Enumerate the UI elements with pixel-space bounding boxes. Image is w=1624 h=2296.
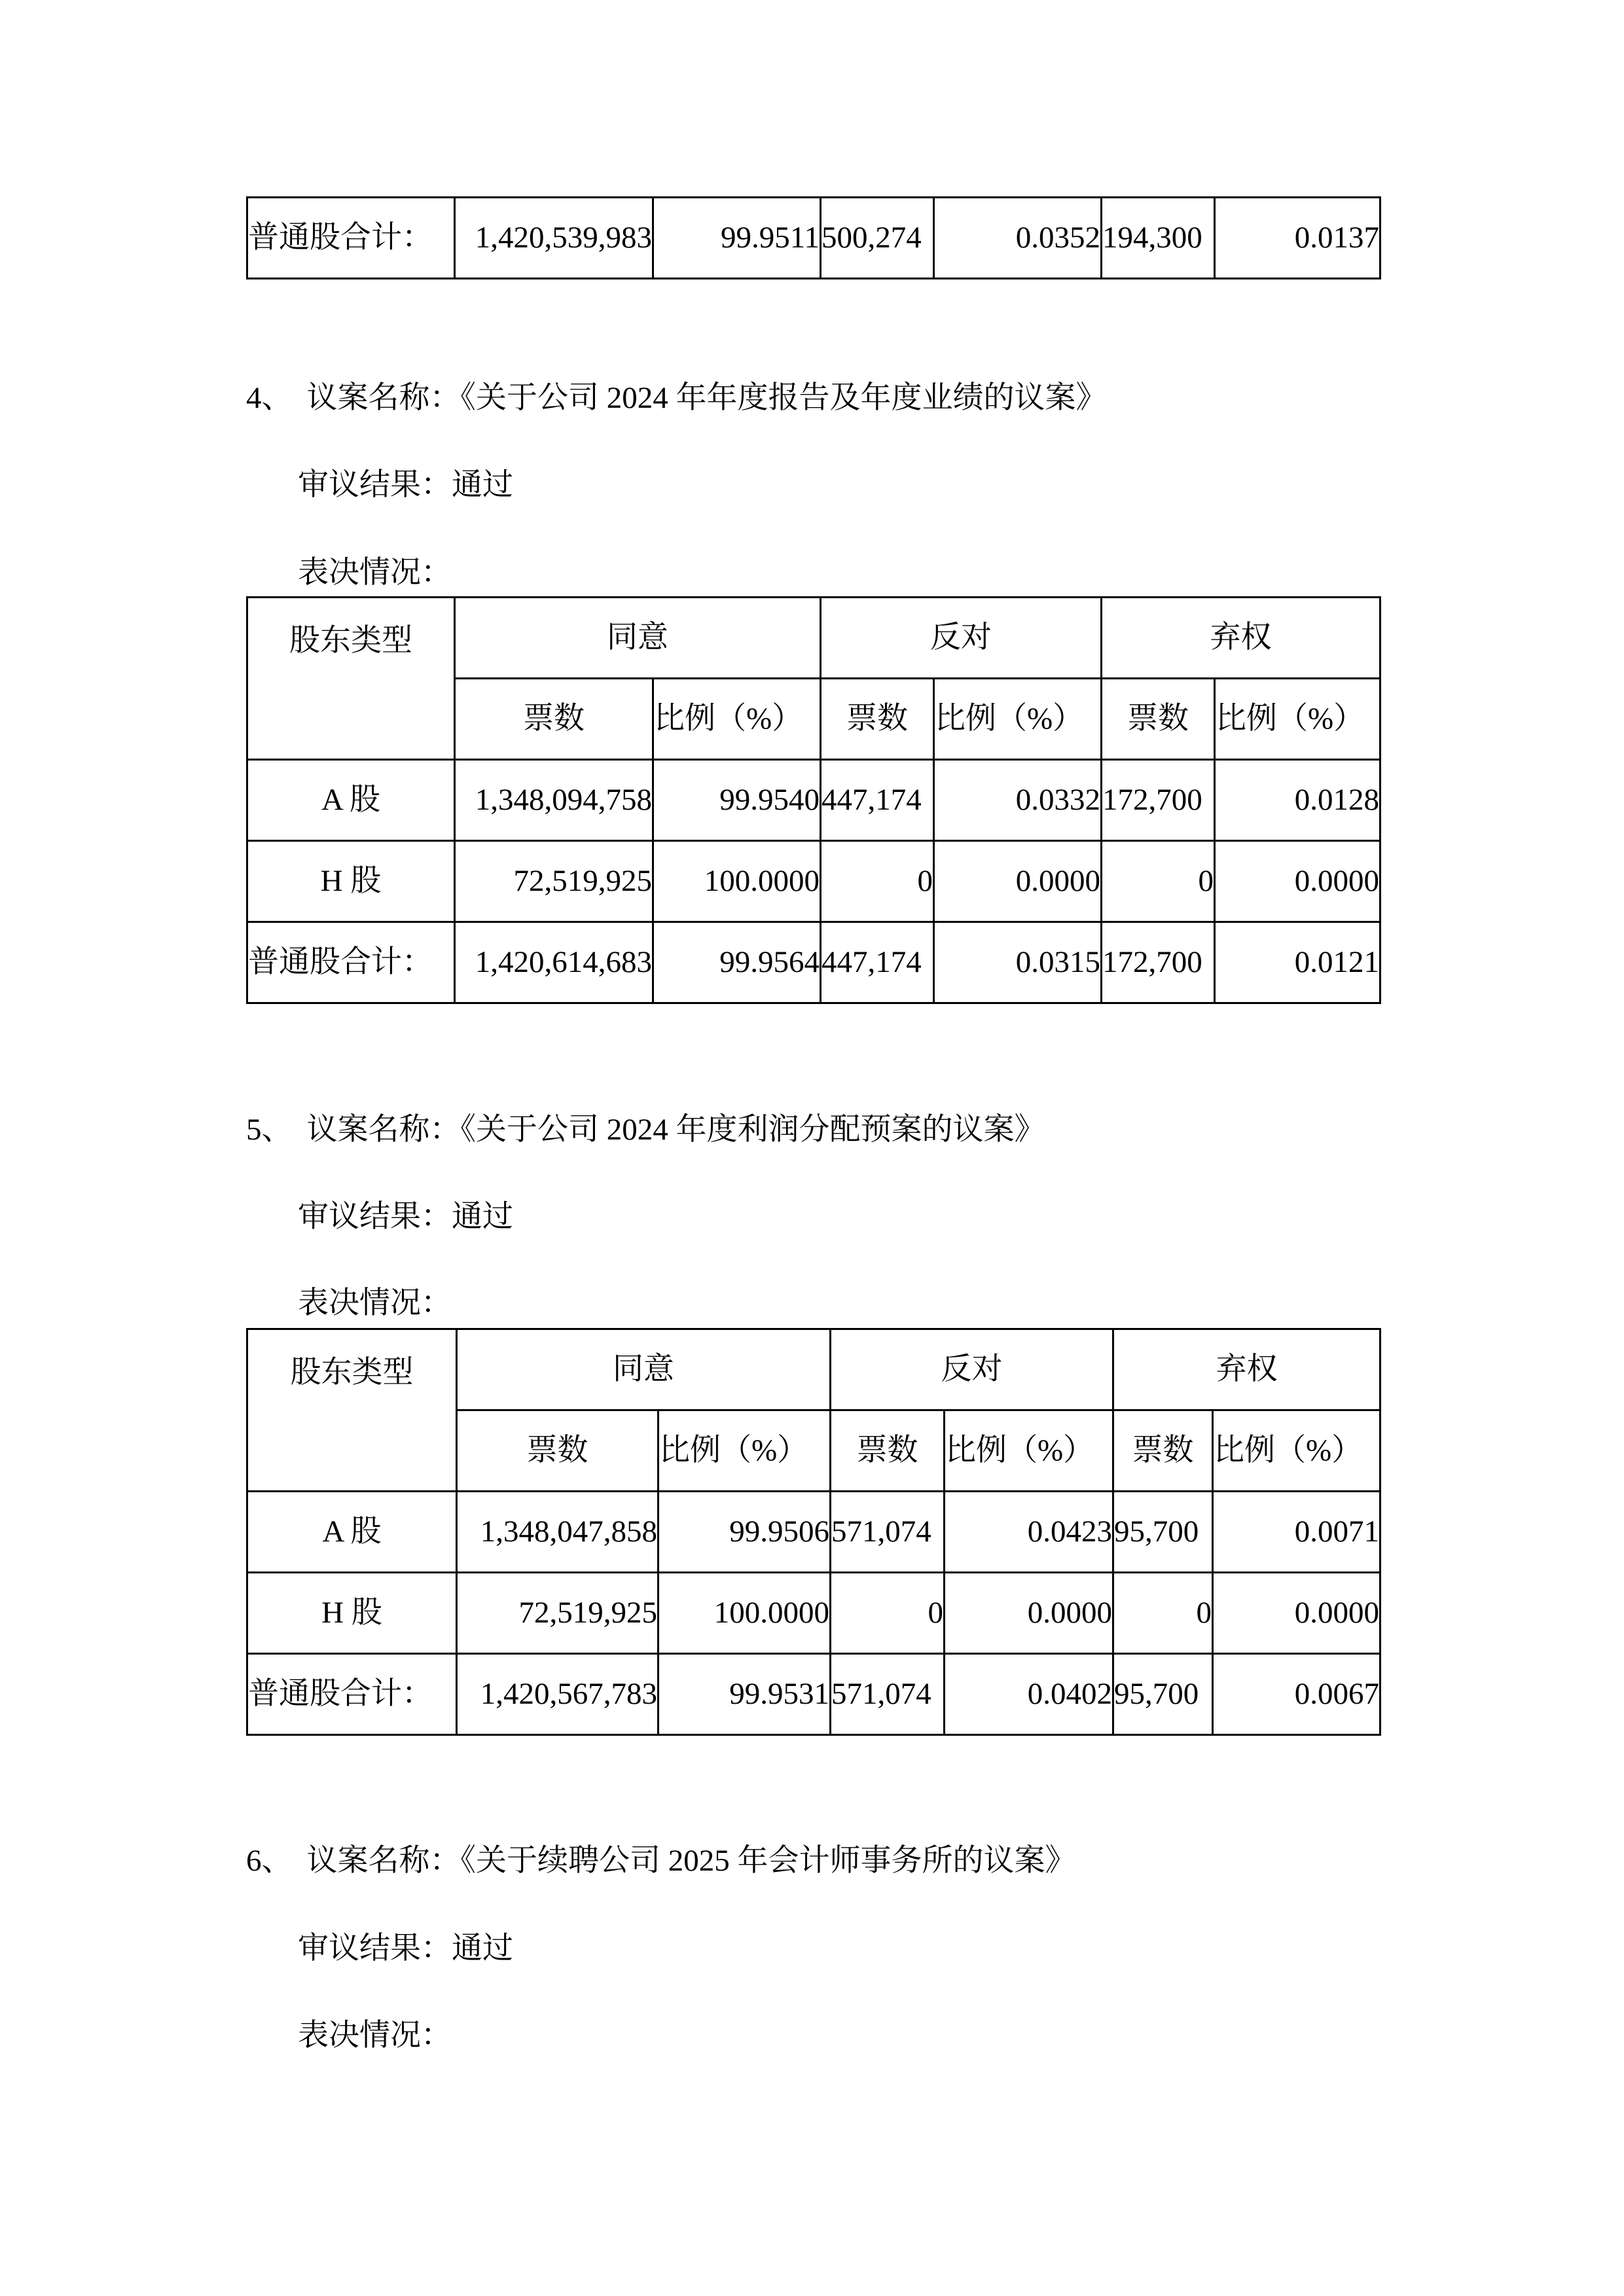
proposal-name: 议案名称：《关于续聘公司 2025 年会计师事务所的议案》 (306, 1844, 1076, 1878)
agree-votes-cell: 72,519,925 (457, 1573, 659, 1654)
header-agree-votes: 票数 (455, 679, 653, 760)
header-against: 反对 (821, 598, 1102, 679)
header-against: 反对 (831, 1329, 1113, 1410)
abstain-pct-cell: 0.0128 (1215, 760, 1380, 841)
proposal-number: 6、 (246, 1844, 293, 1878)
proposal-number: 4、 (246, 381, 293, 415)
agree-votes-cell: 1,420,614,683 (455, 922, 653, 1003)
header-against-votes: 票数 (821, 679, 934, 760)
header-agree-ratio: 比例（%） (653, 679, 821, 760)
abstain-pct-cell: 0.0067 (1213, 1654, 1380, 1735)
against-votes-cell: 447,174 (821, 760, 934, 841)
vote-table-continued (246, 196, 1381, 279)
abstain-pct-cell: 0.0000 (1213, 1573, 1380, 1654)
agree-pct-cell: 99.9564 (653, 922, 821, 1003)
abstain-votes-cell: 172,700 (1102, 922, 1215, 1003)
against-pct-cell: 0.0423 (945, 1492, 1113, 1573)
abstain-votes-cell: 95,700 (1113, 1492, 1213, 1573)
abstain-votes-cell: 0 (1113, 1573, 1213, 1654)
header-against-votes: 票数 (831, 1410, 945, 1492)
abstain-votes-cell: 172,700 (1102, 760, 1215, 841)
header-agree: 同意 (457, 1329, 831, 1410)
against-pct-cell: 0.0315 (934, 922, 1102, 1003)
agree-votes-cell: 1,420,567,783 (457, 1654, 659, 1735)
proposal-5-title (246, 1115, 1045, 1145)
agree-pct-cell: 99.9511 (653, 198, 821, 279)
proposal-6-title (246, 1846, 1076, 1876)
agree-pct-cell: 99.9506 (659, 1492, 831, 1573)
header-abstain-ratio: 比例（%） (1215, 679, 1380, 760)
proposal-4-voting-label: 表决情况： (298, 556, 452, 590)
abstain-votes-cell: 95,700 (1113, 1654, 1213, 1735)
table-row (247, 1573, 1380, 1654)
header-agree: 同意 (455, 598, 821, 679)
abstain-pct-cell: 0.0000 (1215, 841, 1380, 922)
abstain-pct-cell: 0.0121 (1215, 922, 1380, 1003)
agree-pct-cell: 100.0000 (653, 841, 821, 922)
table-row-total (247, 1654, 1380, 1735)
header-abstain-votes: 票数 (1113, 1410, 1213, 1492)
header-against-ratio: 比例（%） (945, 1410, 1113, 1492)
row-type-cell: H 股 (247, 841, 455, 922)
against-pct-cell: 0.0000 (945, 1573, 1113, 1654)
table-row-total (247, 922, 1380, 1003)
header-shareholder-type: 股东类型 (247, 598, 455, 760)
against-votes-cell: 0 (821, 841, 934, 922)
agree-votes-cell: 1,420,539,983 (455, 198, 653, 279)
agree-pct-cell: 99.9540 (653, 760, 821, 841)
against-pct-cell: 0.0352 (934, 198, 1102, 279)
against-votes-cell: 447,174 (821, 922, 934, 1003)
header-shareholder-type: 股东类型 (247, 1329, 457, 1492)
vote-table-proposal-5 (246, 1328, 1381, 1736)
row-type-cell: 普通股合计： (247, 198, 455, 279)
against-votes-cell: 571,074 (831, 1492, 945, 1573)
agree-pct-cell: 99.9531 (659, 1654, 831, 1735)
agree-votes-cell: 1,348,047,858 (457, 1492, 659, 1573)
proposal-4-title (246, 383, 1107, 414)
vote-table-proposal-4 (246, 596, 1381, 1004)
agree-votes-cell: 1,348,094,758 (455, 760, 653, 841)
proposal-4-result: 审议结果：通过 (298, 468, 513, 502)
proposal-6-voting-label: 表决情况： (298, 2018, 452, 2053)
proposal-number: 5、 (246, 1113, 293, 1147)
proposal-name: 议案名称：《关于公司 2024 年度利润分配预案的议案》 (306, 1113, 1045, 1147)
against-votes-cell: 500,274 (821, 198, 934, 279)
against-pct-cell: 0.0402 (945, 1654, 1113, 1735)
header-agree-ratio: 比例（%） (659, 1410, 831, 1492)
table-row (247, 1492, 1380, 1573)
table-row-total (247, 198, 1380, 279)
row-type-cell: H 股 (247, 1573, 457, 1654)
abstain-pct-cell: 0.0137 (1215, 198, 1380, 279)
against-pct-cell: 0.0000 (934, 841, 1102, 922)
against-votes-cell: 571,074 (831, 1654, 945, 1735)
row-type-cell: A 股 (247, 1492, 457, 1573)
row-type-cell: 普通股合计： (247, 1654, 457, 1735)
header-agree-votes: 票数 (457, 1410, 659, 1492)
header-abstain-votes: 票数 (1102, 679, 1215, 760)
abstain-votes-cell: 194,300 (1102, 198, 1215, 279)
against-votes-cell: 0 (831, 1573, 945, 1654)
header-abstain: 弃权 (1113, 1329, 1380, 1410)
header-abstain: 弃权 (1102, 598, 1380, 679)
table-row (247, 760, 1380, 841)
against-pct-cell: 0.0332 (934, 760, 1102, 841)
header-abstain-ratio: 比例（%） (1213, 1410, 1380, 1492)
proposal-5-voting-label: 表决情况： (298, 1286, 452, 1320)
proposal-6-result: 审议结果：通过 (298, 1931, 513, 1965)
row-type-cell: A 股 (247, 760, 455, 841)
proposal-name: 议案名称：《关于公司 2024 年年度报告及年度业绩的议案》 (306, 381, 1107, 415)
table-row (247, 841, 1380, 922)
table-header-row-1 (247, 598, 1380, 679)
abstain-pct-cell: 0.0071 (1213, 1492, 1380, 1573)
abstain-votes-cell: 0 (1102, 841, 1215, 922)
row-type-cell: 普通股合计： (247, 922, 455, 1003)
agree-pct-cell: 100.0000 (659, 1573, 831, 1654)
table-header-row-1 (247, 1329, 1380, 1410)
proposal-5-result: 审议结果：通过 (298, 1200, 513, 1234)
header-against-ratio: 比例（%） (934, 679, 1102, 760)
agree-votes-cell: 72,519,925 (455, 841, 653, 922)
